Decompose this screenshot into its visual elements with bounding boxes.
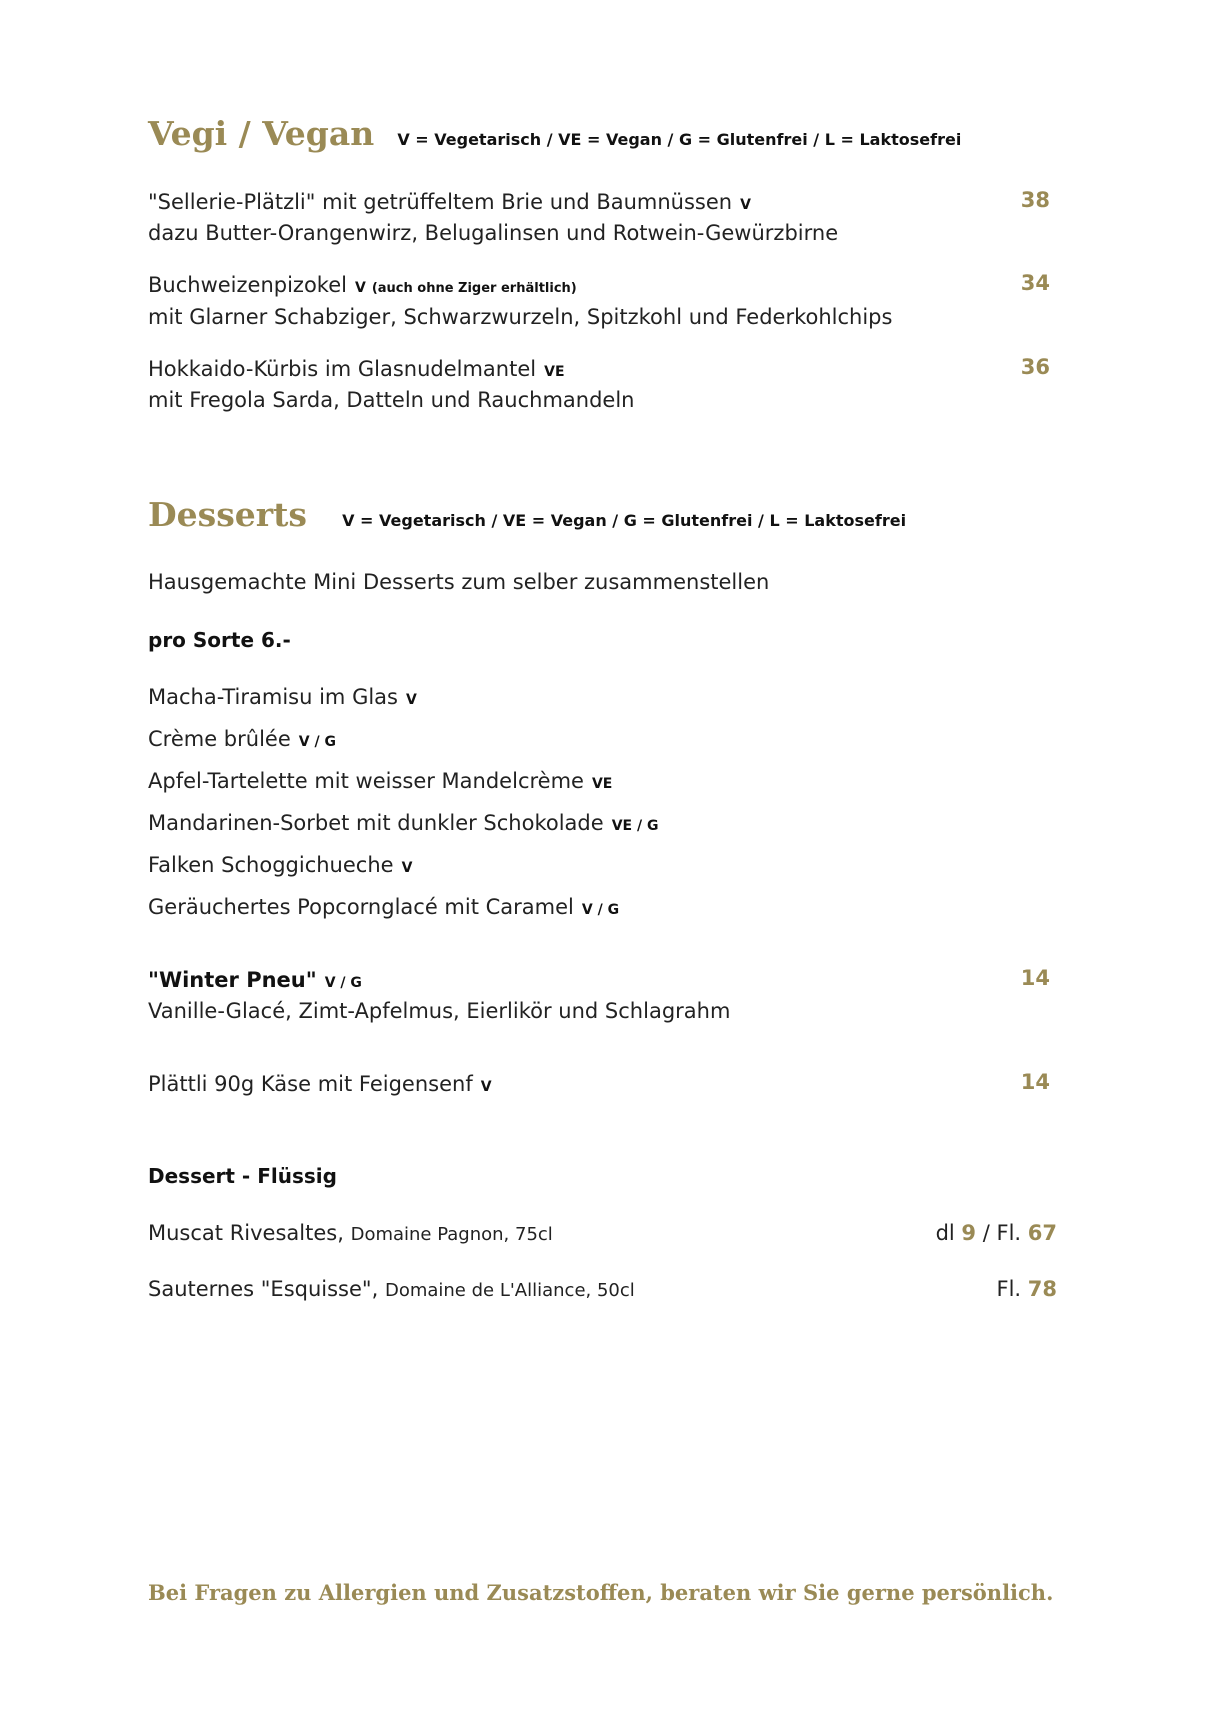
- item-price: 14: [1020, 966, 1050, 990]
- item-tag: V / G: [581, 902, 620, 918]
- menu-item-kaese: [148, 1070, 492, 1101]
- menu-item-winter-pneu: [148, 966, 730, 1025]
- item-description: dazu Butter-Orangenwirz, Belugalinsen und Rotwein-Gewürzbirne: [148, 221, 839, 245]
- vegi-section-header: [148, 114, 961, 153]
- mini-dessert-item: Apfel-Tartelette mit weisser Mandelcrème VE: [148, 769, 613, 793]
- item-tag: VE: [591, 776, 613, 792]
- mini-dessert-item: Crème brûlée V / G: [148, 727, 336, 751]
- item-price: 38: [1020, 188, 1050, 212]
- item-tag: V / G: [324, 975, 362, 991]
- item-name: "Sellerie-Plätzli" mit getrüffeltem Brie und Baumnüssen: [148, 190, 733, 214]
- menu-item-sellerie: [148, 188, 838, 247]
- wine-item-sauternes: [148, 1275, 635, 1305]
- menu-item-kuerbis: [148, 355, 634, 414]
- desserts-legend: V = Vegetarisch / VE = Vegan / G = Glutenfrei / L = Laktosefrei: [342, 511, 907, 530]
- liquid-dessert-title: Dessert - Flüssig: [148, 1164, 337, 1188]
- vegi-section-title: Vegi / Vegan: [148, 114, 375, 153]
- item-price: 34: [1020, 271, 1050, 295]
- mini-dessert-item: Macha-Tiramisu im Glas V: [148, 685, 417, 709]
- item-tag: V: [354, 280, 366, 296]
- wine-price-muscat: dl 9 / Fl. 67: [935, 1221, 1057, 1245]
- item-note: (auch ohne Ziger erhältlich): [371, 281, 577, 296]
- wine-item-muscat: [148, 1219, 553, 1249]
- item-name: Plättli 90g Käse mit Feigensenf: [148, 1072, 473, 1096]
- item-price: 14: [1020, 1070, 1050, 1094]
- item-tag: V: [405, 692, 417, 708]
- wine-detail: Domaine de L'Alliance, 50cl: [384, 1280, 635, 1301]
- desserts-section-title: Desserts: [148, 495, 307, 534]
- per-sort-price: pro Sorte 6.-: [148, 628, 291, 652]
- item-price: 36: [1020, 355, 1050, 379]
- wine-name: Muscat Rivesaltes,: [148, 1221, 344, 1245]
- desserts-section-header: [148, 495, 906, 534]
- item-name: Buchweizenpizokel: [148, 273, 347, 297]
- item-tag: V: [740, 197, 751, 213]
- item-name: Hokkaido-Kürbis im Glasnudelmantel: [148, 357, 537, 381]
- menu-item-pizokel: [148, 271, 892, 331]
- mini-dessert-item: Falken Schoggichueche V: [148, 853, 413, 877]
- wine-price-sauternes: Fl. 78: [996, 1277, 1057, 1301]
- vegi-legend: V = Vegetarisch / VE = Vegan / G = Glutenfrei / L = Laktosefrei: [397, 130, 962, 149]
- item-description: Vanille-Glacé, Zimt-Apfelmus, Eierlikör und Schlagrahm: [148, 999, 731, 1023]
- desserts-intro: Hausgemachte Mini Desserts zum selber zusammenstellen: [148, 570, 770, 594]
- item-tag: V / G: [298, 734, 336, 750]
- wine-name: Sauternes "Esquisse",: [148, 1277, 379, 1301]
- item-description: mit Fregola Sarda, Datteln und Rauchmandeln: [148, 388, 635, 412]
- item-tag: VE: [544, 364, 565, 380]
- item-name: "Winter Pneu": [148, 968, 317, 992]
- item-tag: VE / G: [611, 818, 659, 834]
- item-description: mit Glarner Schabziger, Schwarzwurzeln, Spitzkohl und Federkohlchips: [148, 305, 893, 329]
- item-tag: V: [480, 1079, 492, 1095]
- item-tag: V: [401, 860, 413, 876]
- mini-dessert-item: Geräuchertes Popcornglacé mit Caramel V / G: [148, 895, 620, 919]
- wine-detail: Domaine Pagnon, 75cl: [350, 1224, 553, 1245]
- allergen-footer-note: Bei Fragen zu Allergien und Zusatzstoffen, beraten wir Sie gerne persönlich.: [148, 1580, 1054, 1605]
- mini-dessert-item: Mandarinen-Sorbet mit dunkler Schokolade VE / G: [148, 811, 659, 835]
